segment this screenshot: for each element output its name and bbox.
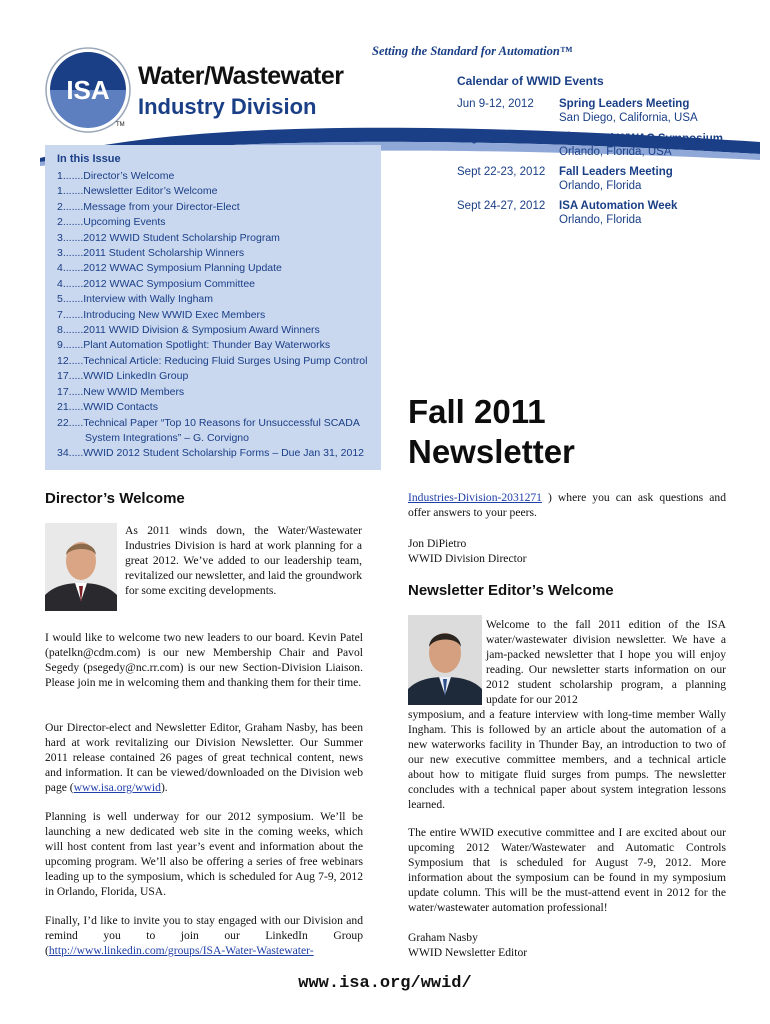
tagline: Setting the Standard for Automation™ (372, 44, 573, 58)
logo-text: ISA (66, 75, 110, 105)
toc-title: In this Issue (57, 153, 121, 165)
calendar-event (457, 98, 757, 132)
calendar-of-events (457, 74, 757, 234)
director-paragraph: I would like to welcome two new leaders to our board. Kevin Patel (patelkn@cdm.com) is our new Membership Chair and Pavol Segedy (psegedy@nc.rr.com) is our new Section-Division Liaison. Please join me in welcoming them and thanking them for their time. (45, 631, 363, 689)
toc-item[interactable]: 5.......Interview with Wally Ingham (57, 293, 213, 306)
event-date: Jun 9-12, 2012 (457, 98, 534, 110)
headline-line-1: Fall 2011 (408, 393, 546, 430)
isa-logo (44, 46, 132, 134)
toc-item[interactable]: 1.......Director’s Welcome (57, 170, 175, 182)
event-location: Orlando, Florida (559, 214, 642, 226)
director-signature (408, 536, 526, 566)
event-location: Orlando, Florida (559, 180, 642, 192)
toc-item[interactable]: 9.......Plant Automation Spotlight: Thunder Bay Waterworks (57, 339, 331, 352)
calendar-event (457, 166, 757, 200)
event-location: San Diego, California, USA (559, 112, 698, 124)
table-of-contents (57, 153, 387, 462)
signature-name: Graham Nasby (408, 931, 478, 944)
newsletter-headline (408, 392, 575, 472)
calendar-event (457, 200, 757, 234)
event-date: Sept 24-27, 2012 (457, 200, 546, 212)
event-date: Aug 7-9, 2012 (457, 132, 530, 144)
org-subtitle: Industry Division (138, 94, 317, 119)
toc-item[interactable]: 8.......2011 WWID Division & Symposium Award Winners (57, 324, 320, 337)
toc-item[interactable]: 34.....WWID 2012 Student Scholarship Forms – Due Jan 31, 2012 (57, 447, 364, 460)
toc-item[interactable]: 22.....Technical Paper “Top 10 Reasons for Unsuccessful SCADA (57, 416, 360, 429)
headline-line-2: Newsletter (408, 433, 575, 470)
director-paragraph: Finally, I’d like to invite you to stay engaged with our Division and remind you to join our LinkedIn Group (http://www.linkedin.com/groups/ISA-Water-Wastewater- (45, 914, 363, 957)
event-name: 7th Annual WWAC Symposium (559, 132, 724, 145)
toc-item[interactable]: 2.......Upcoming Events (57, 216, 166, 229)
toc-item[interactable]: 21.....WWID Contacts (57, 401, 158, 414)
footer-url[interactable]: www.isa.org/wwid/ (298, 974, 472, 993)
signature-title: WWID Newsletter Editor (408, 946, 528, 959)
toc-item[interactable]: 3.......2011 Student Scholarship Winners (57, 247, 245, 260)
division-web-link[interactable]: www.isa.org/wwid (73, 781, 161, 794)
directors-welcome-heading: Director’s Welcome (45, 490, 185, 507)
director-paragraph-continued: Industries-Division-2031271 ) where you can ask questions and offer answers to your peers. (408, 491, 726, 519)
event-date: Sept 22-23, 2012 (457, 166, 546, 178)
toc-item[interactable]: 1.......Newsletter Editor’s Welcome (57, 185, 218, 198)
event-name: Fall Leaders Meeting (559, 166, 673, 178)
editors-welcome-heading: Newsletter Editor’s Welcome (408, 582, 614, 599)
event-location: Orlando, Florida, USA (559, 146, 672, 158)
org-title: Water/Wastewater (138, 62, 344, 90)
toc-item[interactable]: 12.....Technical Article: Reducing Fluid Surges Using Pump Control (57, 354, 368, 367)
director-paragraph: Planning is well underway for our 2012 symposium. We’ll be launching a new dedicated web site in the coming weeks, which will host content from last year’s event and information about the upcoming program. We’ll also be offering a series of free webinars leading up to the symposium, which is scheduled for Aug 7-9, 2012 in Orlando, Florida, USA. (45, 810, 363, 898)
event-name: Spring Leaders Meeting (559, 98, 690, 110)
toc-item[interactable]: 3.......2012 WWID Student Scholarship Program (57, 231, 280, 244)
toc-item[interactable]: 4.......2012 WWAC Symposium Planning Update (57, 262, 282, 275)
toc-item[interactable]: System Integrations” – G. Corvigno (85, 431, 249, 444)
editor-photo (408, 615, 482, 705)
logo-tm: TM (116, 122, 125, 128)
calendar-event (457, 132, 757, 166)
director-paragraph: Our Director-elect and Newsletter Editor, Graham Nasby, has been hard at work revitalizing our Division Newsletter. Our Summer 2011 release contained 26 pages of great technical content, news and information. It can be viewed/downloaded on the Division web page (www.isa.org/wwid). (45, 721, 363, 794)
calendar-title: Calendar of WWID Events (457, 74, 604, 88)
linkedin-group-link[interactable]: http://www.linkedin.com/groups/ISA-Water-Wastewater- (48, 944, 314, 957)
director-photo (45, 523, 117, 611)
linkedin-group-link-continued[interactable]: Industries-Division-2031271 (408, 491, 542, 504)
editor-paragraph: Welcome to the fall 2011 edition of the ISA water/wastewater division newsletter. We have a jam-packed newsletter that I hope you will enjoy reading. Our newsletter starts information on our 2012 student scholarship program, a planning update for our 2012 (486, 618, 726, 706)
toc-item[interactable]: 2.......Message from your Director-Elect (57, 200, 240, 213)
toc-item[interactable]: 4.......2012 WWAC Symposium Committee (57, 277, 255, 290)
signature-title: WWID Division Director (408, 552, 527, 565)
event-name: ISA Automation Week (559, 200, 678, 212)
editor-paragraph: The entire WWID executive committee and I are excited about our upcoming 2012 Water/Wastewater and Automatic Controls Symposium that is scheduled for August 7-9, 2012. More information about the symposium can be found in my symposium update column. This will be the must-attend event in 2012 for the water/wastewater automation professional! (408, 826, 726, 914)
toc-item[interactable]: 17.....WWID LinkedIn Group (57, 370, 189, 383)
director-paragraph: As 2011 winds down, the Water/Wastewater Industries Division is hard at work planning for a great 2012. We’ve added to our leadership team, revitalized our newsletter, and laid the groundwork for some exciting developments. (125, 524, 362, 597)
editor-signature (408, 930, 527, 960)
toc-item[interactable]: 7.......Introducing New WWID Exec Members (57, 308, 266, 321)
toc-item[interactable]: 17.....New WWID Members (57, 385, 185, 398)
signature-name: Jon DiPietro (408, 537, 467, 550)
editor-paragraph: symposium, and a feature interview with long-time member Wally Ingham. This is followed by an article about the automation of a new waterworks facility in Thunder Bay, an introduction to two of our new executive committee members, and a technical article about how to mitigate fluid surges from pumps. The newsletter concludes with a technical paper about system integration lessons learned. (408, 708, 726, 811)
